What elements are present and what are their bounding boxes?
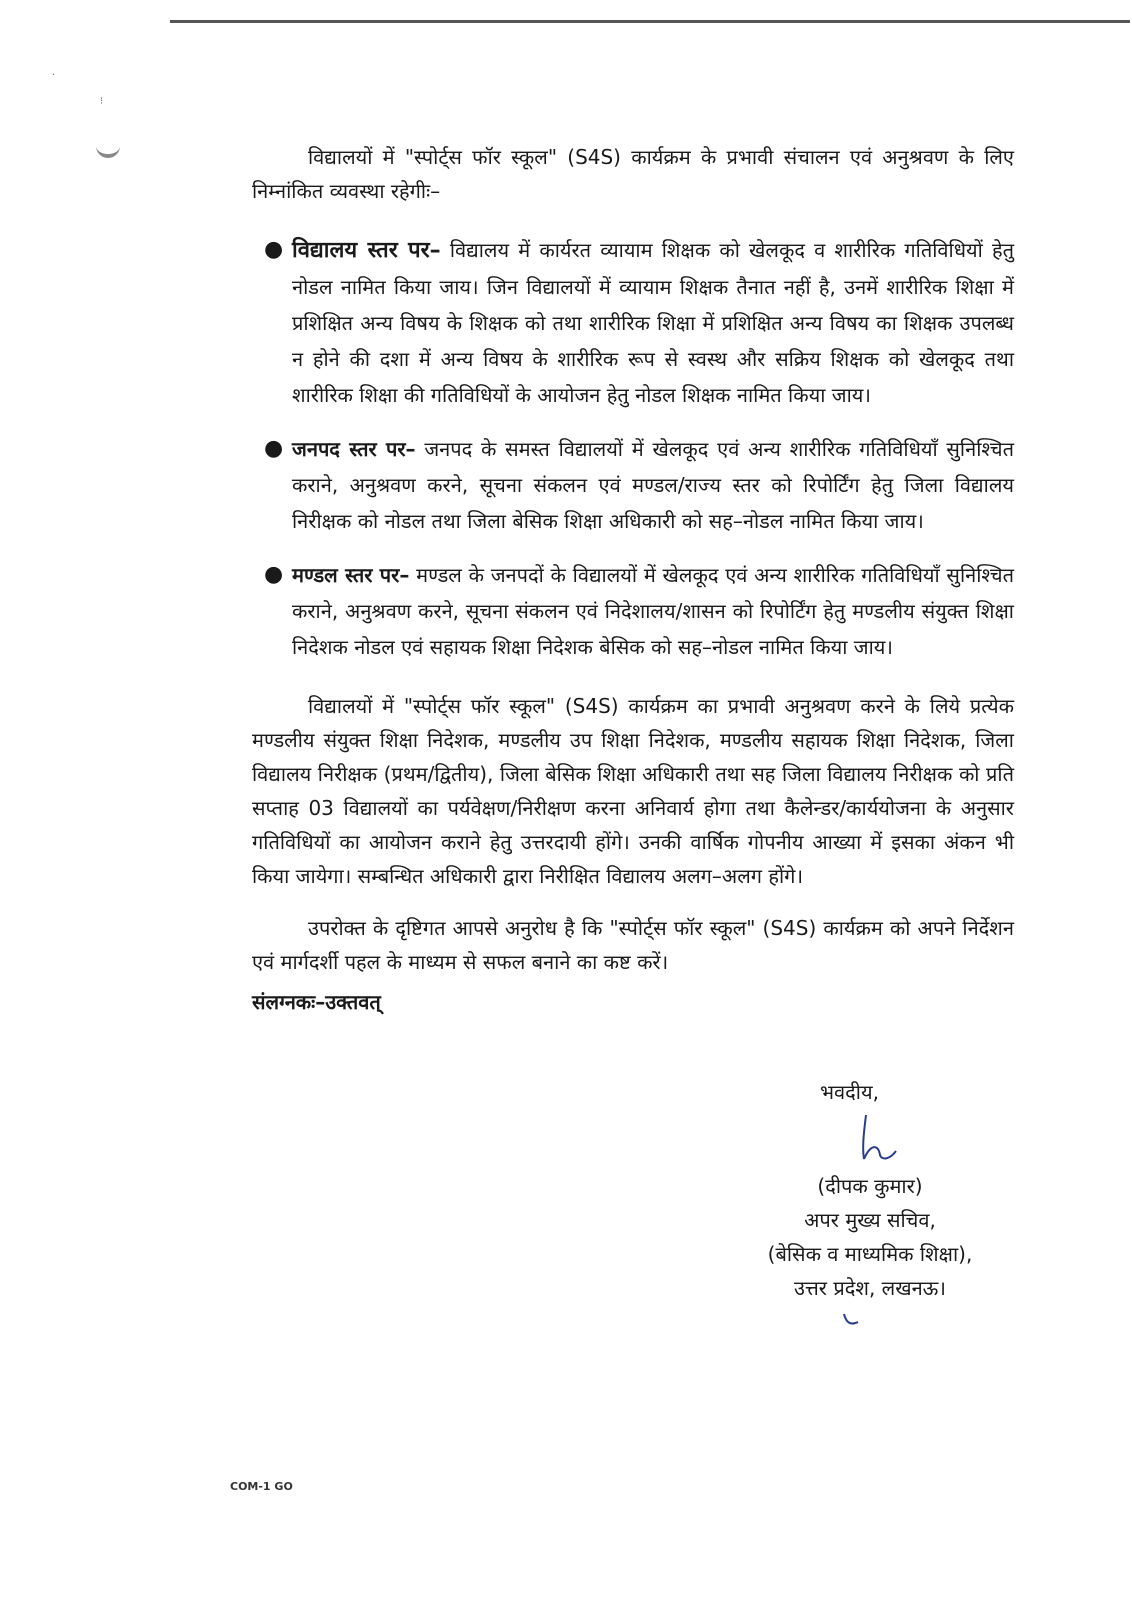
list-item [252, 557, 1014, 665]
level-text: विद्यालय में कार्यरत व्यायाम शिक्षक को खेलकूद व शारीरिक गतिविधियों हेतु नोडल नामित किया जाय। जिन विद्यालयों में व्यायाम शिक्षक तैनात नहीं है, उनमें शारीरिक शिक्षा में प्रशिक्षित अन्य विषय के शिक्षक को तथा शारीरिक शिक्षा में प्रशिक्षित अन्य विषय का शिक्षक उपलब्ध न होने की दशा में अन्य विषय के शारीरिक रूप से स्वस्थ और सक्रिय शिक्षक को खेलकूद तथा शारीरिक शिक्षा की गतिविधियों के आयोजन हेतु नोडल शिक्षक नामित किया जाय। [292, 238, 1014, 407]
signatory-name: (दीपक कुमार) [817, 1174, 923, 1198]
scan-speck: ⁝ [100, 96, 104, 107]
level-title: विद्यालय स्तर पर– [292, 238, 441, 263]
document-code: COM-1 GO [230, 1480, 293, 1493]
letter-body [252, 140, 1014, 1019]
scan-speck: · [52, 70, 56, 81]
level-text: मण्डल के जनपदों के विद्यालयों में खेलकूद एवं अन्य शारीरिक गतिविधियाँ सुनिश्चित कराने, अनुश्रवण करने, सूचना संकलन एवं निदेशालय/शासन को रिपोर्टिंग हेतु मण्डलीय संयुक्त शिक्षा निदेशक नोडल एवं सहायक शिक्षा निदेशक बेसिक को सह–नोडल नामित किया जाय। [292, 563, 1015, 659]
list-item [252, 431, 1014, 539]
intro-paragraph: विद्यालयों में "स्पोर्ट्स फॉर स्कूल" (S4S) कार्यक्रम के प्रभावी संचालन एवं अनुश्रवण के लिए निम्नांकित व्यवस्था रहेगीः– [252, 145, 1014, 203]
request-paragraph: उपरोक्त के दृष्टिगत आपसे अनुरोध है कि "स्पोर्ट्स फॉर स्कूल" (S4S) कार्यक्रम को अपने निर्देशन एवं मार्गदर्शी पहल के माध्यम से सफल बनाने का कष्ट करें। [252, 916, 1014, 974]
level-text: जनपद के समस्त विद्यालयों में खेलकूद एवं अन्य शारीरिक गतिविधियाँ सुनिश्चित कराने, अनुश्रवण करने, सूचना संकलन एवं मण्डल/राज्य स्तर को रिपोर्टिंग हेतु जिला विद्यालय निरीक्षक को नोडल तथा जिला बेसिक शिक्षा अधिकारी को सह–नोडल नामित किया जाय। [292, 437, 1014, 533]
handwritten-signature [760, 1109, 980, 1169]
monitoring-paragraph: विद्यालयों में "स्पोर्ट्स फॉर स्कूल" (S4S) कार्यक्रम का प्रभावी अनुश्रवण करने के लिये प्रत्येक मण्डलीय संयुक्त शिक्षा निदेशक, मण्डलीय उप शिक्षा निदेशक, मण्डलीय सहायक शिक्षा निदेशक, जिला विद्यालय निरीक्षक (प्रथम/द्वितीय), जिला बेसिक शिक्षा अधिकारी तथा सह जिला विद्यालय निरीक्षक को प्रति सप्ताह 03 विद्यालयों का पर्यवेक्षण/निरीक्षण करना अनिवार्य होगा तथा कैलेन्डर/कार्ययोजना के अनुसार गतिविधियों का आयोजन कराने हेतु उत्तरदायी होंगे। उनकी वार्षिक गोपनीय आख्या में इसका अंकन भी किया जायेगा। सम्बन्धित अधिकारी द्वारा निरीक्षित विद्यालय अलग–अलग होंगे। [252, 694, 1014, 888]
closing-salutation: भवदीय, [820, 1080, 879, 1104]
responsibility-list [252, 232, 1014, 665]
signature-block [760, 1075, 980, 1305]
bullet-icon: ● [264, 436, 284, 461]
enclosure-note: संलग्नकः–उक्तवत् [252, 990, 381, 1014]
bullet-icon: ● [264, 237, 284, 262]
level-title: मण्डल स्तर पर– [292, 563, 410, 587]
signatory-location: उत्तर प्रदेश, लखनऊ। [794, 1276, 946, 1300]
bullet-icon: ● [264, 562, 284, 587]
scan-top-border [170, 20, 1130, 23]
level-title: जनपद स्तर पर– [292, 437, 416, 461]
initial-tick-mark [840, 1310, 864, 1334]
list-item [252, 232, 1014, 413]
signatory-designation: अपर मुख्य सचिव, [804, 1208, 936, 1232]
signatory-department: (बेसिक व माध्यमिक शिक्षा), [767, 1242, 973, 1266]
punch-hole-mark [96, 142, 120, 158]
